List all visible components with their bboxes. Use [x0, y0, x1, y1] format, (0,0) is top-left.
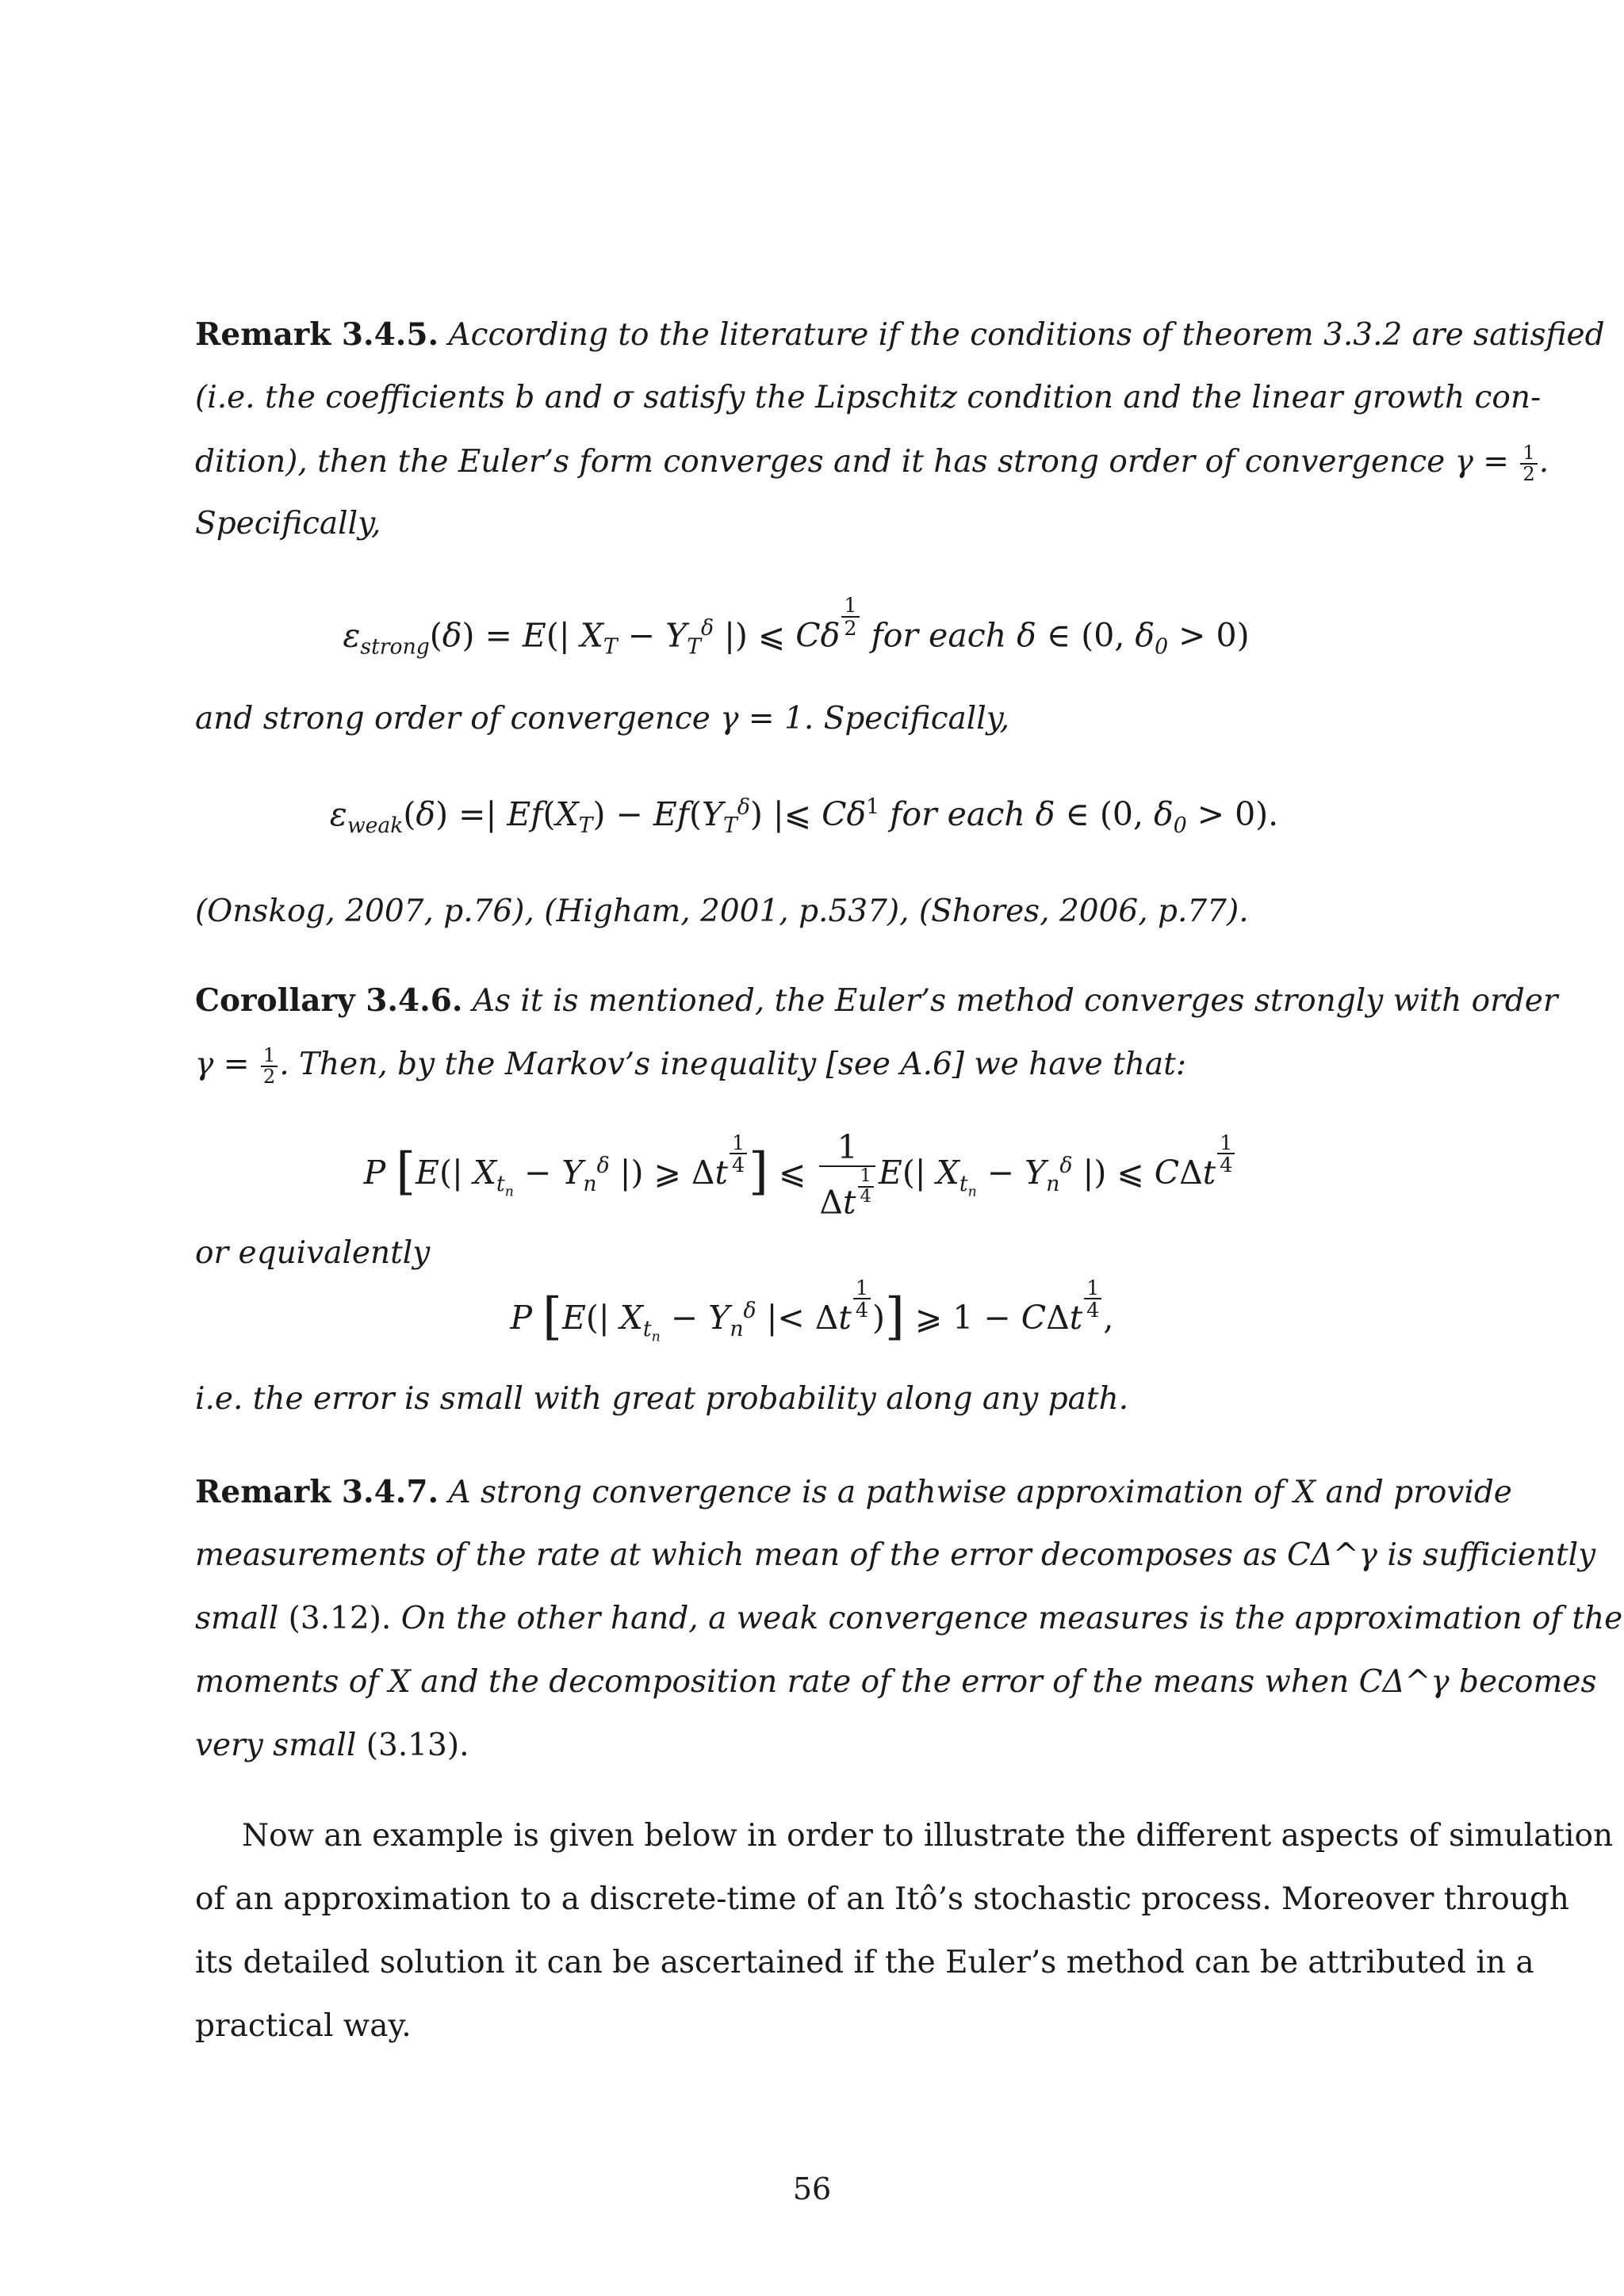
corollary-346-text-2: . Then, by the Markov’s inequality [see A.6] we have that: [279, 1047, 1186, 1082]
ie-line: i.e. the error is small with great probability along any path. [195, 1381, 1129, 1417]
remark-345-line-1 [195, 315, 1605, 355]
remark-347-line-2: measurements of the rate at which mean of the error decomposes as CΔ^γ is sufficiently [195, 1537, 1596, 1573]
remark-347-line-4: moments of X and the decomposition rate of the error of the means when CΔ^γ becomes [195, 1664, 1597, 1700]
paragraph-line-4: practical way. [195, 2008, 412, 2044]
markov-fraction: 1 Δt $\frac{1}{4}$ [819, 1130, 875, 1221]
paragraph-line-3: its detailed solution it can be ascertained if the Euler’s method can be attributed in a [195, 1945, 1534, 1980]
remark-347-text-5a: very small [195, 1728, 357, 1763]
remark-345-line-4: Specifically, [195, 506, 381, 541]
remark-347-line-5 [195, 1726, 1443, 1766]
or-equivalently: or equivalently [195, 1235, 431, 1271]
remark-347-label: Remark 3.4.7. [195, 1474, 439, 1510]
equation-ref-3-12: (3.12). [288, 1601, 392, 1636]
remark-347-line-1 [195, 1472, 1512, 1513]
corollary-346-line-1 [195, 981, 1558, 1021]
remark-345-text-1: According to the literature if the conditions of theorem 3.3.2 are satisfied [448, 317, 1605, 353]
remark-345-label: Remark 3.4.5. [195, 316, 439, 353]
page-number: 56 [792, 2172, 832, 2206]
corollary-346-text-1: As it is mentioned, the Euler’s method converges strongly with order [472, 983, 1558, 1019]
remark-345-line-2: (i.e. the coefficients b and σ satisfy the Lipschitz condition and the linear growth con- [195, 380, 1542, 415]
paragraph-line-2: of an approximation to a discrete-time of an Itô’s stochastic process. Moreover through [195, 1881, 1569, 1917]
remark-347-line-3 [195, 1599, 1623, 1639]
gamma-half-fraction-2: $\frac{1}{2}$ [261, 1046, 278, 1088]
equation-markov: P [E(| $X_{t_n} - Y_n^\delta$ |) ⩾ Δt $\frac{1}{4}$ ] ⩽ 1 Δt $\frac{1}{4}$ E(| $X_{t_n} - Y_n^\delta$ |) ⩽ CΔt $\frac{1}{4}$ [0, 1127, 1612, 1215]
remark-347-text-3c: On the other hand, a weak convergence measures is the approximation of the [400, 1601, 1623, 1636]
remark-347-text-3a: small [195, 1601, 279, 1636]
corollary-346-label: Corollary 3.4.6. [195, 982, 463, 1019]
equation-weak-order: $\varepsilon_{weak}(\delta)$ =| $Ef(X_T) - Ef(Y_T^\delta)$ |⩽ $C\delta^1$ for each δ ∈ (0, $\delta_0 > 0$). [329, 794, 1279, 839]
citations-line: (Onskog, 2007, p.76), (Higham, 2001, p.537), (Shores, 2006, p.77). [195, 894, 1249, 929]
equation-strong-order: $\varepsilon_{strong}(\delta) = E(|$ $X_T - Y_T^\delta$ |) ⩽ Cδ $\frac{1}{2}$ for each δ ∈ (0, $\delta_0 > 0$) [343, 593, 1250, 660]
paragraph-line-1: Now an example is given below in order to illustrate the different aspects of simulation [242, 1818, 1614, 1854]
corollary-346-line-2: γ = $\frac{1}{2}$ . Then, by the Markov’s inequality [see A.6] we have that: [195, 1043, 1186, 1088]
gamma-half-fraction: $\frac{1}{2}$ [1520, 443, 1537, 485]
equation-ref-3-13: (3.13). [366, 1728, 469, 1763]
equation-markov-complement: P [E(| $X_{t_n} - Y_n^\delta$ |< Δt $\frac{1}{4}$ )] ⩾ 1 − CΔt $\frac{1}{4}$ , [510, 1275, 1114, 1345]
remark-347-text-1: A strong convergence is a pathwise approximation of X and provide [448, 1475, 1512, 1510]
remark-345-line-3: dition), then the Euler’s form converges and it has strong order of convergence γ = $\frac{1}{2}$ . [195, 441, 1549, 485]
weak-order-intro: and strong order of convergence γ = 1. Specifically, [195, 701, 1009, 737]
remark-345-text-3: dition), then the Euler’s form converges and it has strong order of convergence γ = [195, 444, 1509, 480]
